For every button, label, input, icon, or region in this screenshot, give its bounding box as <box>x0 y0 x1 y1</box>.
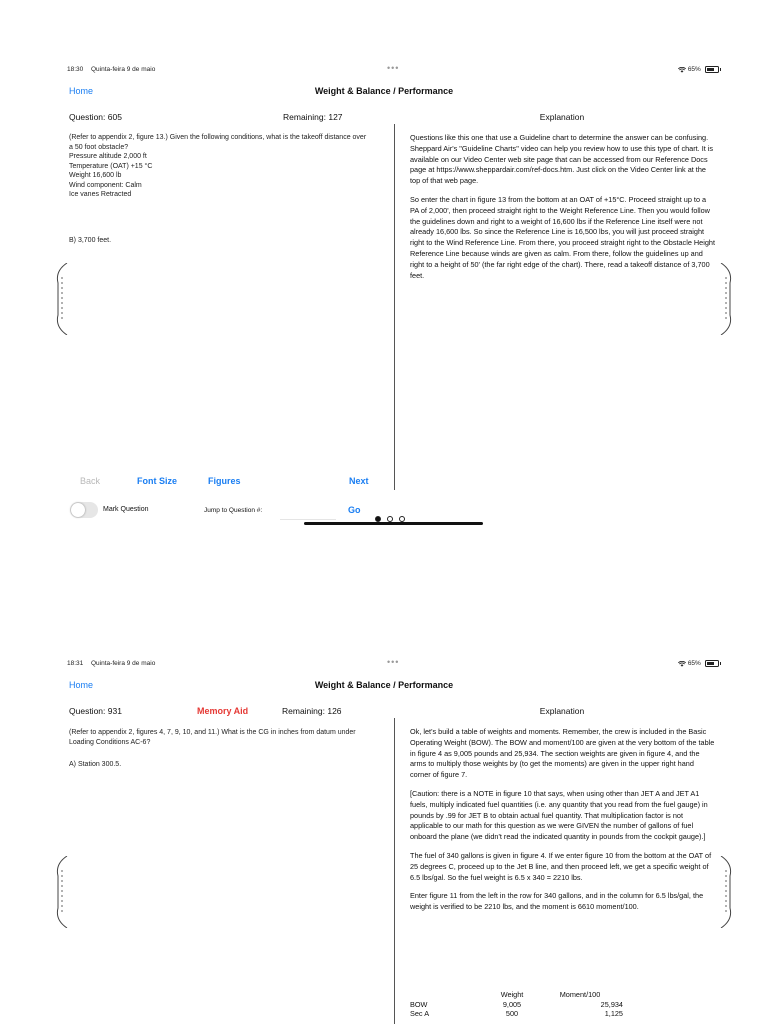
jump-label: Jump to Question #: <box>204 507 263 514</box>
ellipsis-icon[interactable]: ••• <box>387 657 400 667</box>
table-row <box>410 1009 623 1019</box>
question-text: (Refer to appendix 2, figure 13.) Given the following conditions, what is the takeoff distance over a 50 foot obstacle? Pressure altitude 2,000 ft Temperature (OAT) +15 °C Weight 16,600 lb Wind component: Calm Ice vanes Retracted <box>69 134 367 198</box>
jump-question-input[interactable] <box>280 501 336 520</box>
page-title: Weight & Balance / Performance <box>314 86 454 96</box>
explanation-paragraph: Enter figure 11 from the left in the row for 340 gallons, and in the column for 6.5 lbs/gal, the weight is verified to be 2210 lbs, and the moment is 6610 moment/100. <box>410 891 704 912</box>
battery-icon <box>705 66 719 73</box>
question-text: (Refer to appendix 2, figures 4, 7, 9, 10, and 11.) What is the CG in inches from datum under Loading Conditions AC-6? <box>69 729 356 746</box>
right-drawer-handle-icon[interactable] <box>719 263 733 335</box>
go-button[interactable]: Go <box>348 505 361 515</box>
weights-table <box>410 990 623 1019</box>
table-cell: BOW <box>410 999 428 1009</box>
wifi-icon <box>678 67 686 73</box>
font-size-button[interactable]: Font Size <box>137 476 177 486</box>
explanation-paragraph: [Caution: there is a NOTE in figure 10 that says, when using other than JET A and JET A1 fuels, multiply indicated fuel quantities (i.e. any quantity that you read from the fuel gauge) in pounds by .99 for JET B to obtain actual fuel quantity. That multiplication factor is not applicable to our math for this question as we were GIVEN the number of gallons of fuel onboard the plane (we didn't read the indicated quantity in pounds from the cockpit gauge).] <box>410 788 708 842</box>
table-cell: 1,125 <box>604 1009 623 1018</box>
explanation-text <box>410 727 715 921</box>
figures-button[interactable]: Figures <box>208 476 241 486</box>
status-time: 18:30 <box>67 66 84 73</box>
right-drawer-handle-icon[interactable] <box>719 856 733 928</box>
battery-icon <box>705 660 719 667</box>
table-row <box>410 1000 623 1010</box>
table-cell: 9,005 <box>502 999 522 1009</box>
explanation-title: Explanation <box>539 706 585 716</box>
table-cell: Sec A <box>410 1009 430 1018</box>
page-title: Weight & Balance / Performance <box>314 680 454 690</box>
ellipsis-icon[interactable]: ••• <box>387 63 400 73</box>
left-drawer-handle-icon[interactable] <box>55 263 69 335</box>
table-cell: 25,934 <box>600 999 623 1009</box>
explanation-title: Explanation <box>539 112 585 122</box>
memory-aid-button[interactable]: Memory Aid <box>197 706 249 716</box>
remaining-count: Remaining: 126 <box>282 706 342 716</box>
mark-question-toggle[interactable] <box>70 502 98 518</box>
battery-percent: 65% <box>687 660 701 668</box>
explanation-paragraph: So enter the chart in figure 13 from the bottom at an OAT of +15°C. Proceed straight up to a PA of 2,000', then proceed straight right to the Weight Reference Line. Then you would follow the guidelines down and right to a weight of 16,600 lbs if the Reference Line itself were not already 16,600 lbs. So since the Reference Line is 16,500 lbs, you will just proceed straight right to the Wind Reference Line. From there, you proceed straight right to the Obstacle Height Reference Line because winds are given as calm. From there, follow the guidelines up and right to a height of 50' (the far right edge of the chart). There, read a takeoff distance of 3,700 feet. <box>410 194 716 280</box>
status-time: 18:31 <box>67 660 84 667</box>
mark-question-label: Mark Question <box>103 506 149 513</box>
column-divider <box>394 124 395 490</box>
home-indicator[interactable] <box>304 522 483 525</box>
selected-answer: B) 3,700 feet. <box>69 237 112 244</box>
selected-answer: A) Station 300.5. <box>69 761 122 768</box>
wifi-icon <box>678 661 686 667</box>
table-cell: 500 <box>505 1009 519 1018</box>
remaining-count: Remaining: 127 <box>283 112 343 122</box>
question-number: Question: 931 <box>69 706 122 716</box>
question-number: Question: 605 <box>69 112 122 122</box>
left-drawer-handle-icon[interactable] <box>55 856 69 928</box>
table-header: Weight <box>500 990 524 999</box>
status-date: Quinta-feira 9 de maio <box>91 660 156 667</box>
table-header <box>410 990 487 1000</box>
home-link[interactable]: Home <box>69 680 94 690</box>
table-header: Moment/100 <box>559 990 601 999</box>
explanation-paragraph: Ok, let's build a table of weights and moments. Remember, the crew is included in the Basic Operating Weight (BOW). The BOW and moment/100 are given at the very bottom of the table in figure 4 as 9,005 pounds and 25,934. The section weights are given in figure 4, and the arms to multiply those weights by (to get the moments) are given in the upper right hand corner of figure 7. <box>410 727 715 780</box>
column-divider <box>394 718 395 1024</box>
status-right <box>678 660 721 667</box>
next-button[interactable]: Next <box>349 476 369 486</box>
explanation-text <box>410 133 715 289</box>
table-header-row <box>410 990 623 1000</box>
status-right <box>678 66 721 73</box>
battery-percent: 65% <box>687 66 701 74</box>
home-link[interactable]: Home <box>69 86 94 96</box>
back-button[interactable]: Back <box>80 476 101 486</box>
explanation-paragraph: Questions like this one that use a Guideline chart to determine the answer can be confusing. Sheppard Air's "Guideline Charts" video can help you review how to use this type of chart. It is available on our Video Center web site page that can be accessed from our Reference Docs page at https://www.sheppardair.com/ref-docs.htm. Just click on the Video Center link at the top of that web page. <box>410 133 714 186</box>
explanation-paragraph: The fuel of 340 gallons is given in figure 4. If we enter figure 10 from the bottom at the OAT of 25 degrees C, proceed up to the Jet B line, and then proceed left, we get a specific weight of 6.5 lbs/gal. So the fuel weight is 6.5 x 340 = 2210 lbs. <box>410 850 712 882</box>
status-date: Quinta-feira 9 de maio <box>91 66 156 73</box>
